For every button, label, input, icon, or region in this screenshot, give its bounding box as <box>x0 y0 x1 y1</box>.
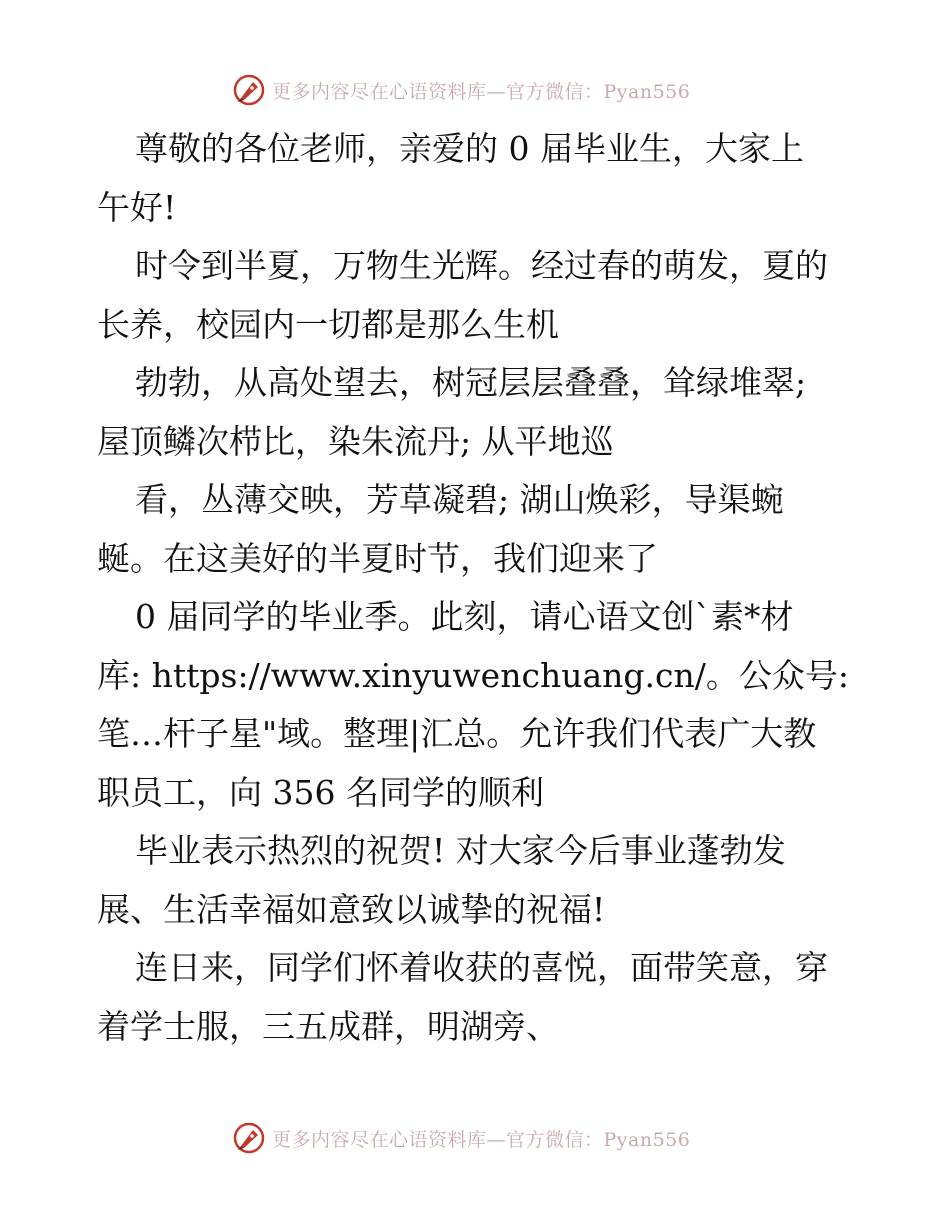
text-line: 毕业表示热烈的祝贺! 对大家今后事业蓬勃发 <box>135 831 786 870</box>
text-line: 看，丛薄交映，芳草凝碧; 湖山焕彩，导渠蜿 <box>135 480 784 519</box>
text-line: 着学士服，三五成群，明湖旁、 <box>97 1006 559 1046</box>
text-line: 屋顶鳞次栉比，染朱流丹; 从平地巡 <box>97 421 614 461</box>
pen-nib-logo-icon <box>232 73 266 107</box>
text-line: 勃勃，从高处望去，树冠层层叠叠，耸绿堆翠; <box>135 363 807 402</box>
text-line: 库: https://www.xinyuwenchuang.cn/。公众号: <box>97 655 849 695</box>
text-line: 蜒。在这美好的半夏时节，我们迎来了 <box>97 538 658 578</box>
text-line: 午好! <box>97 187 177 227</box>
text-line: 尊敬的各位老师，亲爱的 0 届毕业生，大家上 <box>135 129 804 168</box>
text-line: 连日来，同学们怀着收获的喜悦，面带笑意，穿 <box>135 948 828 987</box>
text-line: 笔…杆子星"域。整理|汇总。允许我们代表广大教 <box>97 714 817 753</box>
header-banner <box>232 72 752 108</box>
footer-banner-text: 更多内容尽在心语资料库—官方微信：Pyan556 <box>272 1128 691 1151</box>
text-line: 职员工，向 356 名同学的顺利 <box>97 772 544 812</box>
text-line: 0 届同学的毕业季。此刻，请心语文创`素*材 <box>135 597 794 636</box>
pen-nib-logo-icon <box>232 1121 266 1155</box>
header-banner-text: 更多内容尽在心语资料库—官方微信：Pyan556 <box>272 80 691 103</box>
text-line: 展、生活幸福如意致以诚挚的祝福! <box>97 889 606 929</box>
text-line: 长养，校园内一切都是那么生机 <box>97 304 559 344</box>
document-body <box>97 120 857 1056</box>
footer-banner <box>232 1120 752 1156</box>
text-line: 时令到半夏，万物生光辉。经过春的萌发，夏的 <box>135 246 828 285</box>
